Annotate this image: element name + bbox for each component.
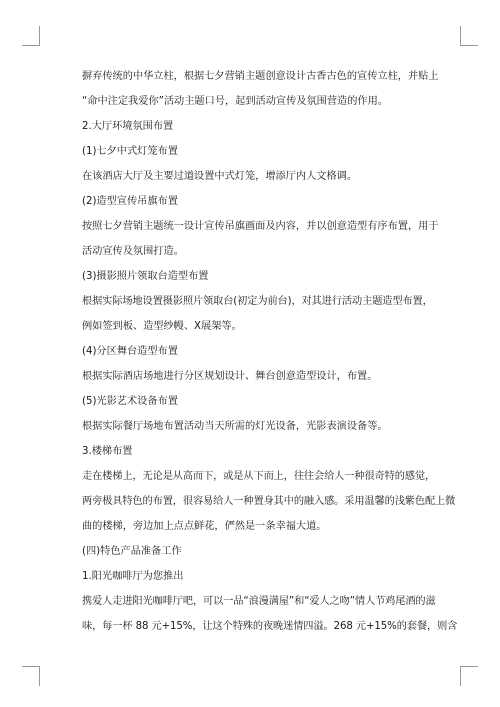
crop-mark-bottom-right-v	[460, 666, 461, 686]
subsection-heading: (1)七夕中式灯笼布置	[82, 146, 178, 157]
crop-mark-top-left-h	[22, 45, 40, 46]
paragraph-line: 例如签到板、造型纱幔、X展架等。	[82, 321, 242, 332]
crop-mark-top-right-h	[460, 45, 478, 46]
section-heading: 2.大厅环境氛围布置	[82, 121, 174, 132]
paragraph-line: 活动宣传及氛围打造。	[82, 246, 184, 257]
paragraph-line: 摒弃传统的中华立柱，根据七夕营销主题创意设计古香古色的宣传立柱，并贴上	[82, 71, 439, 82]
document-body	[82, 64, 458, 639]
paragraph-line: “命中注定我爱你”活动主题口号，起到活动宣传及氛围营造的作用。	[82, 96, 388, 107]
paragraph-line: 按照七夕营销主题统一设计宣传吊旗画面及内容，并以创意造型有序布置，用于	[82, 221, 439, 232]
paragraph-line: 两旁极具特色的布置，很容易给人一种置身其中的融入感。采用温馨的浅紫色配上微	[82, 496, 456, 507]
paragraph-line: 走在楼梯上，无论是从高而下，或是从下而上，往往会给人一种很奇特的感觉，	[82, 471, 436, 482]
paragraph-line: 根据实际餐厅场地布置活动当天所需的灯光设备，光影表演设备等。	[82, 421, 388, 432]
paragraph-line: 携爱人走进阳光咖啡厅吧，可以一品“浪漫满屋”和“爱人之吻”情人节鸡尾酒的滋	[82, 596, 436, 607]
subsection-heading: (2)造型宣传吊旗布置	[82, 196, 178, 207]
crop-mark-top-left-v	[39, 26, 40, 46]
section-heading: (四)特色产品准备工作	[82, 546, 182, 557]
crop-mark-top-right-v	[460, 26, 461, 46]
paragraph-line: 曲的楼梯，旁边加上点点鲜花，俨然是一条幸福大道。	[82, 521, 327, 532]
crop-mark-bottom-left-v	[39, 666, 40, 686]
subsection-heading: 1.阳光咖啡厅为您推出	[82, 571, 184, 582]
paragraph-line: 在该酒店大厅及主要过道设置中式灯笼，增添厅内人文格调。	[82, 171, 358, 182]
crop-mark-bottom-left-h	[22, 666, 40, 667]
subsection-heading: (4)分区舞台造型布置	[82, 346, 178, 357]
paragraph-line: 根据实际场地设置摄影照片领取台(初定为前台)，对其进行活动主题造型布置，	[82, 296, 433, 307]
subsection-heading: (3)摄影照片领取台造型布置	[82, 271, 209, 282]
subsection-heading: (5)光影艺术设备布置	[82, 396, 178, 407]
crop-mark-bottom-right-h	[460, 666, 478, 667]
section-heading: 3.楼梯布置	[82, 446, 133, 457]
paragraph-line: 根据实际酒店场地进行分区规划设计、舞台创意造型设计，布置。	[82, 371, 378, 382]
paragraph-line: 味，每一杯 88 元+15%，让这个特殊的夜晚迷情四溢。268 元+15%的套餐，则含	[82, 621, 458, 632]
